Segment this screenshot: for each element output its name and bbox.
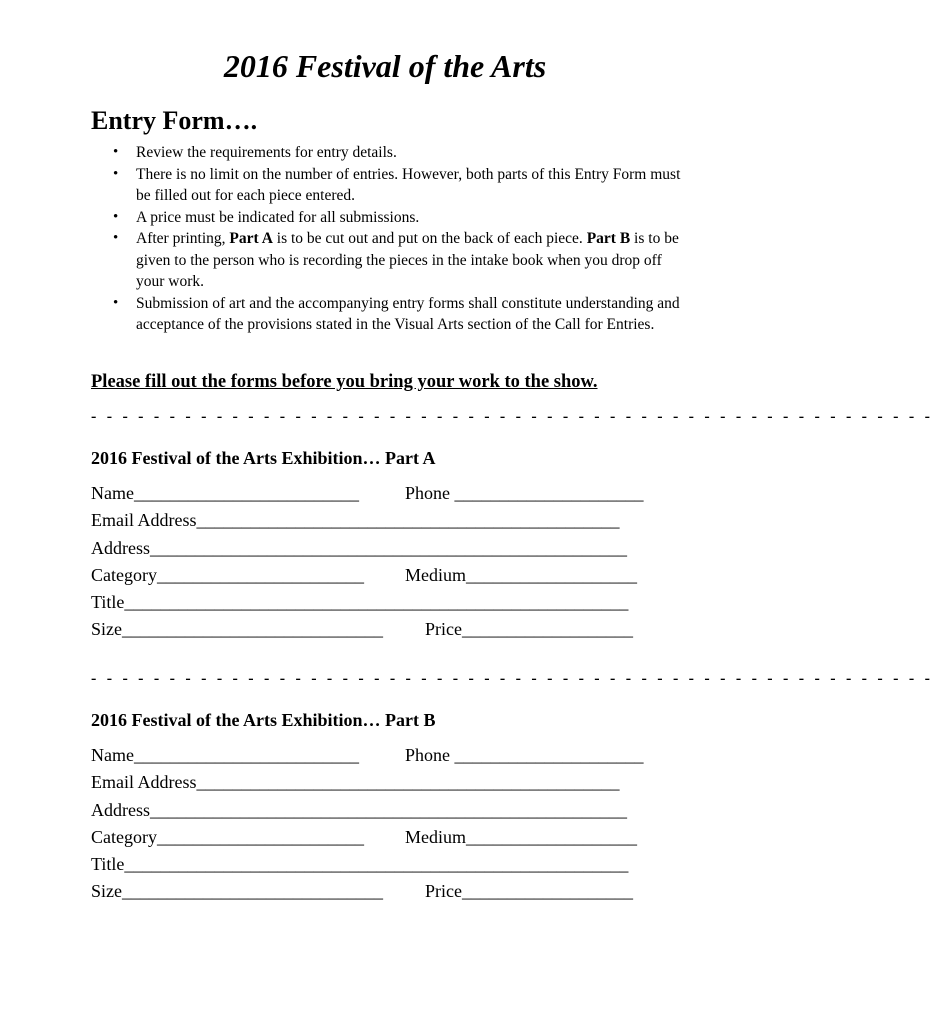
part-a-form (91, 480, 676, 644)
part-a-email-field[interactable]: Email Address_______________________________________________ (91, 510, 620, 531)
part-a-name-field[interactable]: Name_________________________ (91, 483, 359, 503)
part-a-phone-field[interactable]: Phone _____________________ (405, 483, 644, 503)
requirement-item (91, 142, 691, 164)
requirement-item (91, 228, 691, 293)
part-a-address-field[interactable]: Address_____________________________________________________ (91, 537, 627, 558)
cut-line-bottom: - - - - - - - - - - - - - - - - - - - - - - - - - - - - - - - - - - - - - - - - - - - - - - - - - - - - - - (91, 670, 933, 687)
text-run: Submission of art and the accompanying entry forms shall constitute understanding and acceptance of the provisions stated in the Visual Arts section of the Call for Entries. (136, 294, 680, 333)
fill-out-notice: Please fill out the forms before you bring your work to the show. (91, 372, 598, 392)
entry-form-heading: Entry Form…. (91, 106, 258, 135)
part-b-medium-field[interactable]: Medium___________________ (405, 826, 637, 847)
part-b-title: 2016 Festival of the Arts Exhibition… Part B (91, 710, 436, 730)
bold-text-run: Part A (229, 230, 273, 247)
part-b-form (91, 742, 676, 906)
part-b-category-field[interactable]: Category_______________________ (91, 826, 364, 847)
text-run: After printing, (136, 230, 230, 247)
part-b-size-field[interactable]: Size_____________________________ (91, 881, 383, 902)
part-a-category-field[interactable]: Category_______________________ (91, 564, 364, 585)
text-run: A price must be indicated for all submissions. (136, 208, 420, 226)
bold-text-run: Part B (586, 230, 631, 247)
part-b-email-field[interactable]: Email Address_______________________________________________ (91, 772, 620, 793)
part-a-size-field[interactable]: Size_____________________________ (91, 619, 383, 640)
part-b-name-field[interactable]: Name_________________________ (91, 745, 359, 765)
part-b-phone-field[interactable]: Phone _____________________ (405, 745, 644, 765)
text-run: There is no limit on the number of entries. However, both parts of this Entry Form must be filled out for each piece entered. (136, 165, 681, 204)
part-b-address-field[interactable]: Address_____________________________________________________ (91, 799, 627, 820)
part-a-title-field[interactable]: Title________________________________________________________ (91, 592, 629, 613)
requirement-item (91, 207, 691, 229)
part-a-title: 2016 Festival of the Arts Exhibition… Part A (91, 448, 436, 468)
part-b-title-field[interactable]: Title________________________________________________________ (91, 854, 629, 875)
requirements-list (91, 142, 691, 336)
requirement-item (91, 293, 691, 336)
cut-line-top: - - - - - - - - - - - - - - - - - - - - - - - - - - - - - - - - - - - - - - - - - - - - - - - - - - - - - - (91, 408, 933, 425)
text-run: is to be cut out and put on the back of each piece. (272, 230, 587, 247)
part-a-medium-field[interactable]: Medium___________________ (405, 564, 637, 585)
part-a-price-field[interactable]: Price___________________ (425, 619, 633, 640)
page-title: 2016 Festival of the Arts (223, 48, 547, 84)
part-b-price-field[interactable]: Price___________________ (425, 881, 633, 902)
text-run: Review the requirements for entry details. (136, 144, 397, 161)
text-run: is to be given to the person who is recording the pieces in the intake book when you drop off your work. (136, 230, 679, 290)
requirement-item (91, 164, 691, 207)
